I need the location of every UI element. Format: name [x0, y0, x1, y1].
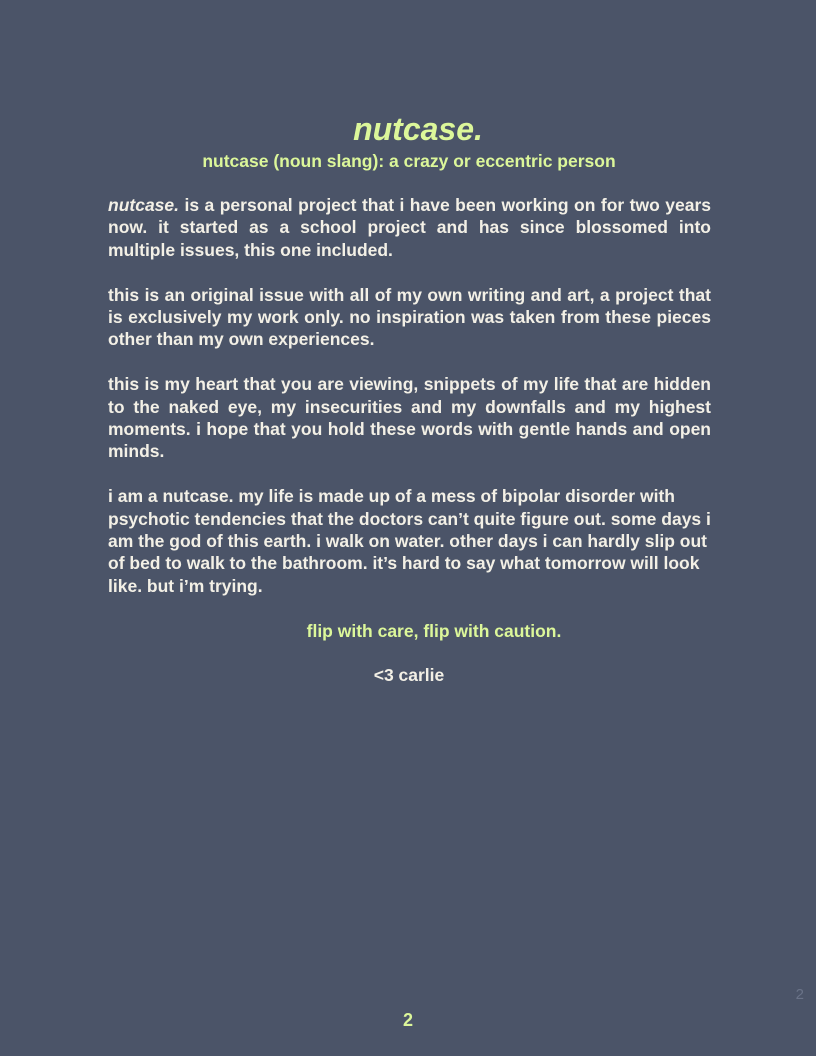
signature: <3 carlie — [373, 665, 445, 685]
paragraph-1-lead: nutcase. — [108, 195, 179, 215]
paragraph-4: i am a nutcase. my life is made up of a mess of bipolar disorder with psychotic tendencies that the doctors can’t quite figure out. some days i am the god of this earth. i walk on water. other days i can hardly slip out of bed to walk to the bathroom. it’s hard to say what tomorrow will look like. but i’m trying. — [108, 486, 711, 596]
paragraph-1-text: is a personal project that i have been working on for two years now. it started as a school project and has since blossomed into multiple issues, this one included. — [108, 195, 711, 260]
page-title: nutcase. — [353, 111, 483, 147]
definition-subtitle: nutcase (noun slang): a crazy or eccentric person — [202, 151, 616, 171]
paragraph-1 — [108, 194, 711, 261]
page-number-corner: 2 — [795, 986, 804, 1003]
page-number-footer: 2 — [402, 1010, 413, 1030]
intro-body — [108, 194, 711, 620]
caution-line: flip with care, flip with caution. — [306, 621, 562, 641]
paragraph-2: this is an original issue with all of my own writing and art, a project that is exclusively my work only. no inspiration was taken from these pieces other than my own experiences. — [108, 284, 711, 350]
paragraph-3: this is my heart that you are viewing, snippets of my life that are hidden to the naked eye, my insecurities and my downfalls and my highest moments. i hope that you hold these words with gentle hands and open minds. — [108, 374, 711, 462]
